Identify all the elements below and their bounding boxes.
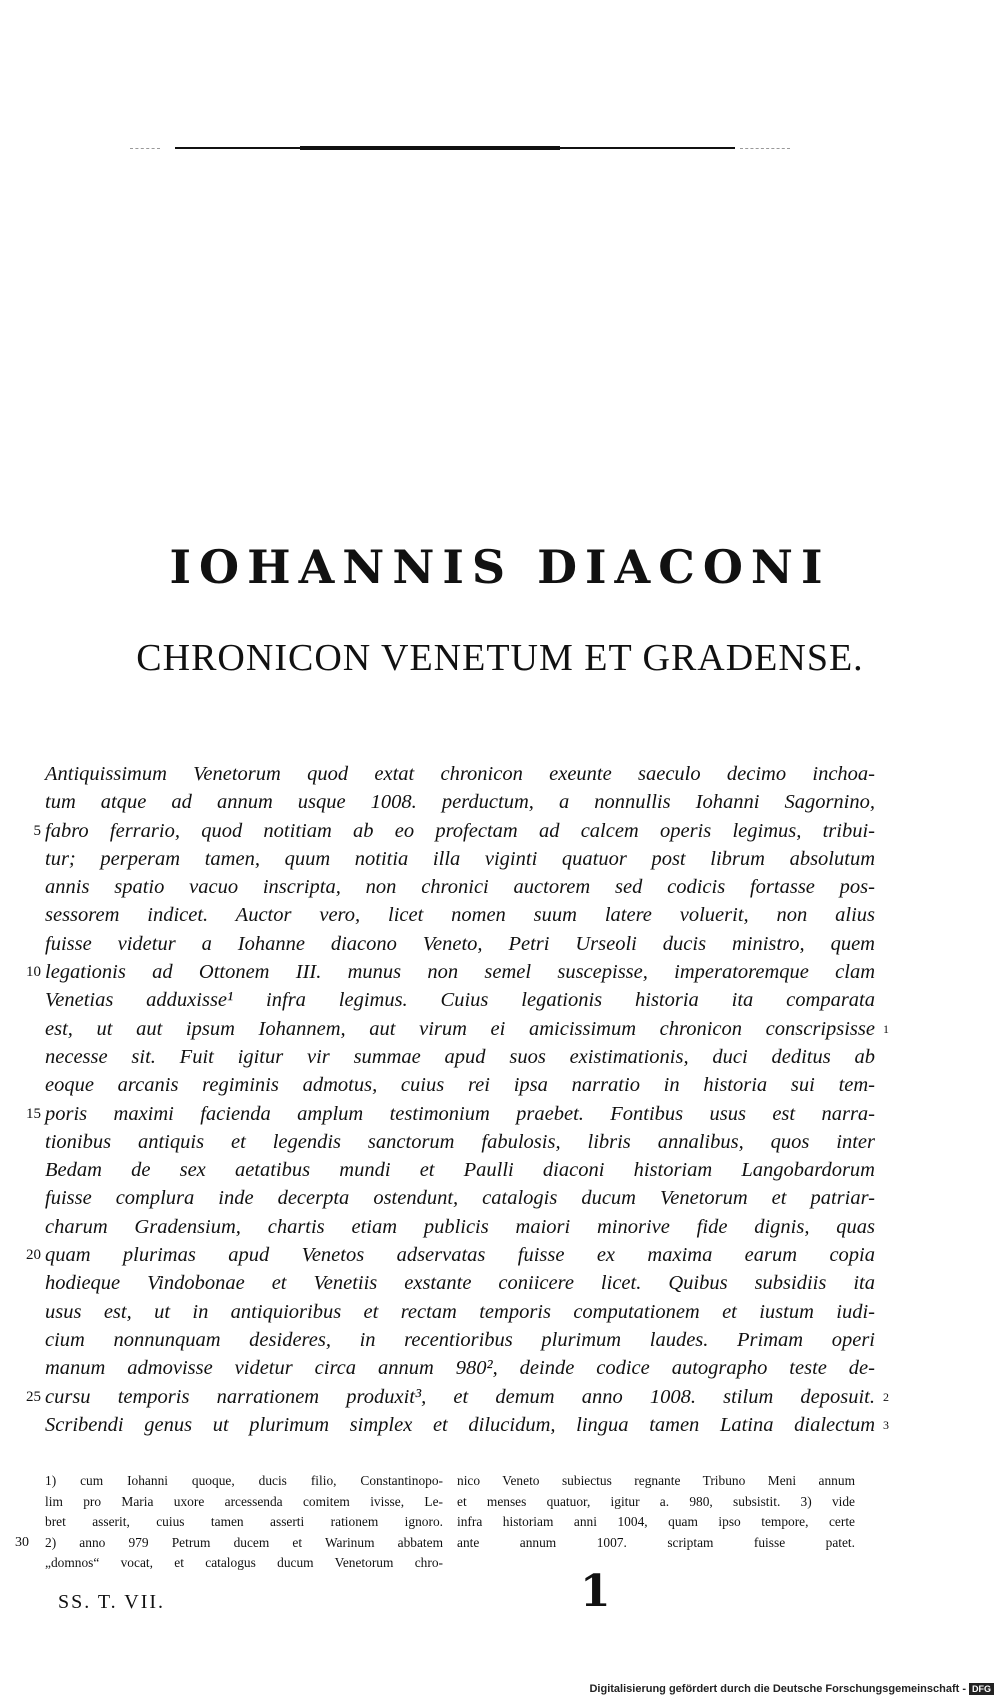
footnote-margin-marker: 1 bbox=[883, 1021, 889, 1036]
body-line-text: Scribendi genus ut plurimum simplex et dilucidum, lingua tamen Latina dialectum bbox=[45, 1413, 875, 1436]
footnote-line bbox=[45, 1471, 443, 1492]
footnotes-right-column bbox=[457, 1471, 855, 1553]
line-number: 5 bbox=[33, 822, 41, 839]
body-line-text: Antiquissimum Venetorum quod extat chronicon exeunte saeculo decimo inchoa- bbox=[45, 763, 875, 785]
line-number: 25 bbox=[26, 1388, 41, 1405]
body-line bbox=[45, 873, 875, 901]
body-line-text: legationis ad Ottonem III. munus non semel suscepisse, imperatoremque clam bbox=[45, 961, 875, 984]
body-line bbox=[45, 1071, 875, 1099]
footnote-line bbox=[45, 1553, 443, 1574]
body-line bbox=[33, 817, 875, 845]
body-line bbox=[26, 1100, 875, 1128]
rule-right-dash bbox=[740, 148, 790, 149]
body-line-text: quam plurimas apud Venetos adservatas fuisse ex maxima earum copia bbox=[45, 1244, 875, 1267]
body-line-text: sessorem indicet. Auctor vero, licet nomen suum latere voluerit, non alius bbox=[45, 904, 875, 927]
footnote-line bbox=[457, 1533, 855, 1554]
body-line bbox=[26, 958, 875, 986]
body-line bbox=[45, 1269, 875, 1297]
line-number: 20 bbox=[26, 1247, 41, 1264]
page-subtitle: CHRONICON VENETUM ET GRADENSE. bbox=[136, 637, 864, 679]
body-line bbox=[26, 1241, 875, 1269]
body-line-text: eoque arcanis regiminis admotus, cuius rei ipsa narratio in historia sui tem- bbox=[45, 1074, 875, 1097]
body-line-text: cium nonnunquam desideres, in recentioribus plurimum laudes. Primam operi bbox=[45, 1328, 875, 1351]
body-line bbox=[45, 845, 875, 873]
body-line-text: fabro ferrario, quod notitiam ab eo profectam ad calcem operis legimus, tribui- bbox=[45, 819, 875, 842]
body-line bbox=[45, 1298, 875, 1326]
rule-thick-segment bbox=[300, 146, 560, 150]
dfg-logo: DFG bbox=[969, 1683, 994, 1695]
footnote-margin-marker: 3 bbox=[883, 1417, 889, 1432]
body-line bbox=[45, 788, 875, 816]
body-line bbox=[45, 1326, 875, 1354]
footnote-line-text: et menses quatuor, igitur a. 980, subsistit. 3) vide bbox=[457, 1493, 855, 1509]
rule-left-dash bbox=[130, 148, 160, 149]
footnote-line-text: bret asserit, cuius tamen asserti rationem ignoro. bbox=[45, 1514, 443, 1529]
body-line-text: usus est, ut in antiquioribus et rectam temporis computationem et iustum iudi- bbox=[45, 1300, 875, 1323]
body-line-text: poris maximi facienda amplum testimonium praebet. Fontibus usus est narra- bbox=[45, 1102, 875, 1125]
body-line bbox=[45, 901, 875, 929]
body-line-text: tum atque ad annum usque 1008. perductum, a nonnullis Iohanni Sagornino, bbox=[45, 791, 875, 814]
footnote-line bbox=[45, 1512, 443, 1533]
body-line-text: hodieque Vindobonae et Venetiis exstante coniicere licet. Quibus subsidiis ita bbox=[45, 1272, 875, 1295]
page-title: IOHANNIS DIACONI bbox=[169, 540, 831, 594]
body-line-text: fuisse videtur a Iohanne diacono Veneto, Petri Urseoli ducis ministro, quem bbox=[45, 932, 875, 955]
footnote-margin-marker: 2 bbox=[883, 1389, 889, 1404]
footnote-line bbox=[457, 1471, 855, 1492]
body-line bbox=[45, 930, 875, 958]
body-line-text: fuisse complura inde decerpta ostendunt, catalogis ducum Venetorum et patriar- bbox=[45, 1187, 875, 1210]
footnote-line-text: 1) cum Iohanni quoque, ducis filio, Constantinopo- bbox=[45, 1473, 443, 1488]
body-line-text: annis spatio vacuo inscripta, non chronici auctorem sed codicis fortasse pos- bbox=[45, 876, 875, 899]
line-number: 15 bbox=[26, 1105, 41, 1122]
body-line-text: manum admovisse videtur circa annum 980², deinde codice autographo teste de- bbox=[45, 1357, 875, 1380]
credit-text: Digitalisierung gefördert durch die Deutsche Forschungsgemeinschaft - bbox=[589, 1683, 966, 1695]
volume-signature: SS. T. VII. bbox=[58, 1591, 166, 1613]
header-rule bbox=[130, 144, 790, 154]
body-line-text: tur; perperam tamen, quum notitia illa viginti quatuor post librum absolutum bbox=[45, 847, 875, 870]
footnote-line-text: „domnos“ vocat, et catalogus ducum Venetorum chro- bbox=[45, 1555, 443, 1570]
body-line-text: est, ut aut ipsum Iohannem, aut virum ei amicissimum chronicon conscripsisse bbox=[45, 1017, 875, 1040]
body-line-text: Bedam de sex aetatibus mundi et Paulli diaconi historiam Langobardorum bbox=[45, 1159, 875, 1182]
line-number: 30 bbox=[15, 1534, 29, 1550]
line-number: 10 bbox=[26, 964, 41, 981]
body-line bbox=[45, 760, 875, 788]
body-line-text: charum Gradensium, chartis etiam publicis maiori minorive fide dignis, quas bbox=[45, 1215, 875, 1238]
body-line bbox=[45, 1213, 875, 1241]
footnote-line bbox=[457, 1512, 855, 1533]
body-line-text: cursu temporis narrationem produxit³, et demum anno 1008. stilum deposuit. bbox=[45, 1385, 875, 1408]
body-line bbox=[45, 1184, 875, 1212]
footnotes-left-column bbox=[15, 1471, 443, 1574]
footnote-line bbox=[457, 1492, 855, 1513]
digitization-credit bbox=[589, 1683, 994, 1695]
body-line bbox=[45, 1015, 875, 1043]
body-line bbox=[45, 1411, 875, 1439]
body-text bbox=[26, 760, 889, 1439]
body-line bbox=[45, 1128, 875, 1156]
footnote-line bbox=[15, 1533, 443, 1554]
body-line-text: Venetias adduxisse¹ infra legimus. Cuius legationis historia ita comparata bbox=[45, 989, 875, 1012]
body-line-text: necesse sit. Fuit igitur vir summae apud suos existimationis, duci deditus ab bbox=[45, 1045, 875, 1068]
body-line bbox=[45, 1156, 875, 1184]
body-line-text: tionibus antiquis et legendis sanctorum fabulosis, libris annalibus, quos inter bbox=[45, 1130, 875, 1153]
footnote-line-text: nico Veneto subiectus regnante Tribuno Meni annum bbox=[457, 1473, 855, 1488]
footnote-line-text: 2) anno 979 Petrum ducem et Warinum abbatem bbox=[45, 1534, 443, 1550]
footnote-line-text: infra historiam anni 1004, quam ipso tempore, certe bbox=[457, 1514, 855, 1529]
footnote-line-text: ante annum 1007. scriptam fuisse patet. bbox=[457, 1534, 855, 1550]
footnote-line-text: lim pro Maria uxore arcessenda comitem ivisse, Le- bbox=[45, 1493, 443, 1509]
page-number: 1 bbox=[580, 1566, 611, 1617]
footnote-line bbox=[45, 1492, 443, 1513]
body-line bbox=[45, 1043, 875, 1071]
